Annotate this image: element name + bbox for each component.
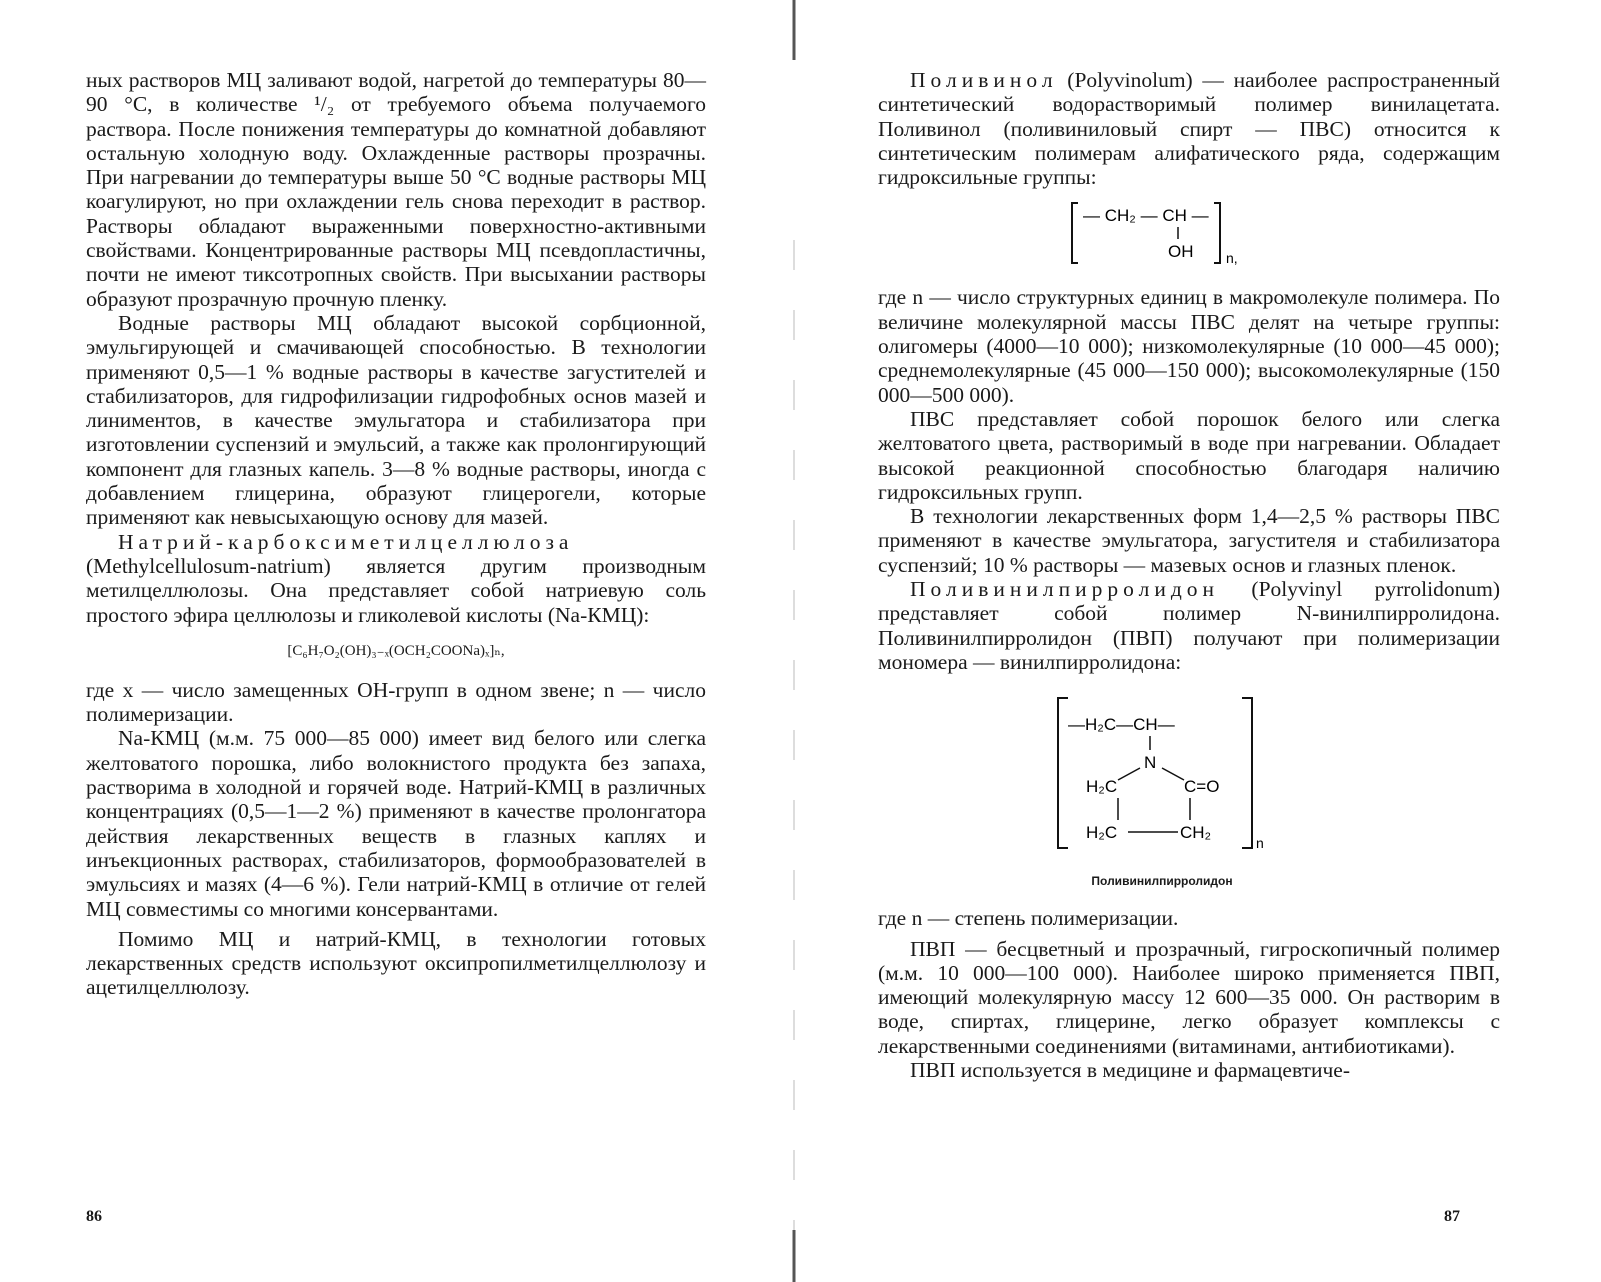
paragraph: Водные растворы МЦ обладают высокой сорбционной, эмульгирующей и смачивающей способностью. В технологии применяют 0,5—1 % водные растворы в качестве загустителей и стабилизаторов, для гидрофилизации гидрофобных основ мазей и линиментов, в качестве эмульгатора и стабилизатора при изготовлении суспензий и эмульсий, а также как пролонгирующий компонент для глазных капель. 3—8 % водные растворы, иногда с добавлением глицерина, образуют глицерогели, которые применяют как невысыхающую основу для мазей. xyxy=(86,310,706,530)
term-text: (Polyvinolum) — наиболее распространенный синтетический водорастворимый полимер винилацетата. Поливинол (поливиниловый спирт — ПВС) относится к синтетическим полимерам алифатического ряда, содержащим гидроксильные группы: xyxy=(878,68,1500,190)
paragraph: Помимо МЦ и натрий-КМЦ, в технологии готовых лекарственных средств используют оксипропилметилцеллюлозу и ацетилцеллюлозу. xyxy=(86,926,706,1000)
pvp-carbonyl: C=O xyxy=(1184,777,1220,797)
paragraph: ПВП используется в медицине и фармацевтиче- xyxy=(910,1058,1350,1083)
term-heading: Поливинол xyxy=(910,68,1058,92)
figure-caption: Поливинилпирролидон xyxy=(1091,874,1233,889)
left-page xyxy=(86,68,706,1000)
term-heading: Поливинилпирролидон xyxy=(910,577,1220,602)
pvp-h2c-left: H₂C xyxy=(1086,777,1118,797)
right-page xyxy=(878,68,1500,1082)
paragraph xyxy=(878,577,1500,674)
pvp-h2c-bottom: H₂C xyxy=(1086,823,1118,843)
pvp-structure xyxy=(878,688,1500,868)
paragraph: ПВС представляет собой порошок белого или слегка желтоватого цвета, растворимый в воде при нагревании. Обладает высокой реакционной способностью благодаря наличию гидроксильных групп. xyxy=(878,406,1500,504)
pvp-chain: —H₂C—CH— xyxy=(1068,715,1175,735)
paragraph: где n — число структурных единиц в макромолекуле полимера. По величине молекулярной массы ПВС делят на четыре группы: олигомеры (4000—10 000); низкомолекулярные (10 000—45 000); среднемолекулярные (45 000—150 000); высокомолекулярные (150 000—500 000). xyxy=(878,285,1500,407)
paragraph: где n — степень полимеризации. xyxy=(878,906,1179,931)
paragraph: где x — число замещенных ОН-групп в одном звене; n — число полимеризации. xyxy=(86,677,706,727)
pvp-n: n xyxy=(1256,835,1264,852)
paragraph xyxy=(86,530,706,627)
paragraph: Na-КМЦ (м.м. 75 000—85 000) имеет вид белого или слегка желтоватого порошка, либо волокнистого продукта без запаха, растворима в холодной и горячей воде. Натрий-КМЦ в различных концентрациях (0,5—1—2 %) применяют в качестве пролонгатора действия лекарственных веществ в глазных каплях и инъекционных растворах, стабилизаторов, формообразователей в эмульсиях и мазях (4—6 %). Гели натрий-КМЦ в отличие от гелей МЦ совместимы со многими консервантами. xyxy=(86,726,706,921)
paragraph: В технологии лекарственных форм 1,4—2,5 % растворы ПВС применяют в качестве эмульгатора, загустителя и стабилизатора суспензий; 10 % растворы — мазевых основ и глазных пленок. xyxy=(878,504,1500,577)
pvs-oh: OH xyxy=(1168,242,1194,262)
paragraph: ных растворов МЦ заливают водой, нагретой до температуры 80—90 °С, в количестве ¹/₂ от требуемого объема получаемого раствора. После понижения температуры до комнатной добавляют остальную холодную воду. Охлажденные растворы прозрачны. При нагревании до температуры выше 50 °С водные растворы МЦ коагулируют, но при охлаждении гель снова переходит в раствор. Растворы обладают выраженными поверхностно-активными свойствами. Концентрированные растворы МЦ псевдопластичны, почти не имеют тиксотропных свойств. При высыхании растворы образуют прозрачную прочную пленку. xyxy=(86,68,706,311)
pvs-formula xyxy=(878,197,1500,281)
pvp-n-atom: N xyxy=(1144,753,1157,773)
pvs-chain: — CH₂ — CH — xyxy=(1083,206,1209,226)
book-spine xyxy=(790,0,798,1282)
page-number: 87 xyxy=(1444,1208,1460,1225)
pvp-ch2-bottom: CH₂ xyxy=(1180,823,1212,843)
paragraph: ПВП — бесцветный и прозрачный, гигроскопичный полимер (м.м. 10 000—100 000). Наиболее широко применяется ПВП, имеющий молекулярную массу 12 600—35 000. Он растворим в воде, спиртах, глицерине, легко образует комплексы с лекарственными соединениями (витаминами, антибиотиками). xyxy=(878,936,1500,1058)
term-heading: Натрий-карбоксиметилцеллюлоза xyxy=(118,529,574,554)
pvs-n: n, xyxy=(1226,250,1238,267)
na-kmc-formula: [C₆H₇O₂(OH)₃₋ₓ(OCH₂COONa)ₓ]ₙ, xyxy=(287,642,505,659)
term-text: (Polyvinyl pyrrolidonum) представляет собой полимер N-винилпирролидона. Поливинилпирролидон (ПВП) получают при полимеризации мономера — винилпирролидона: xyxy=(878,577,1500,674)
paragraph xyxy=(878,68,1500,189)
page-number: 86 xyxy=(86,1208,102,1225)
term-text: (Methylcellulosum-natrium) является другим производным метилцеллюлозы. Она представляет собой натриевую соль простого эфира целлюлозы и гликолевой кислоты (Na-КМЦ): xyxy=(86,553,706,627)
